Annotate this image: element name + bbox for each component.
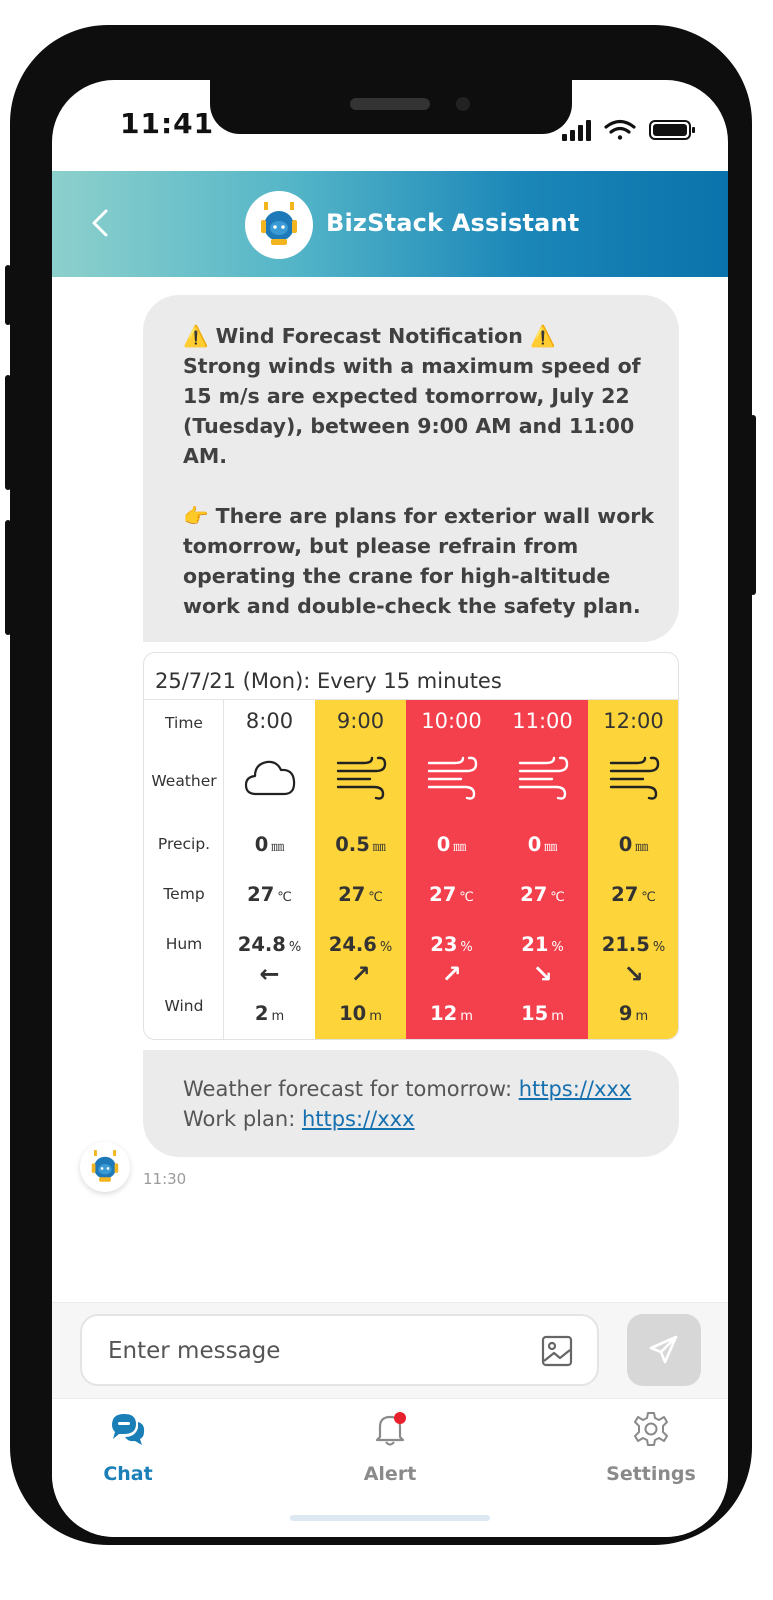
wind-icon — [516, 754, 570, 800]
forecast-humidity: 21.5 % — [601, 933, 666, 956]
forecast-wind-speed: 10 m — [339, 1002, 382, 1025]
volume-down-button — [5, 520, 11, 635]
tab-alert-label: Alert — [363, 1463, 417, 1485]
message-timestamp: 11:30 — [143, 1170, 187, 1188]
forecast-wind-speed: 12 m — [430, 1002, 473, 1025]
signal-icon — [562, 120, 591, 141]
chat-title: BizStack Assistant — [326, 209, 580, 237]
gear-icon — [631, 1409, 671, 1449]
forecast-time: 10:00 — [421, 709, 482, 733]
plan-link-label: Work plan: — [183, 1107, 302, 1131]
status-icons — [562, 118, 698, 142]
wind-direction-arrow: ↗ — [441, 960, 462, 988]
wind-direction-arrow: ↘ — [623, 960, 644, 988]
row-label-wind: Wind — [164, 997, 204, 1015]
chat-header — [52, 171, 728, 277]
forecast-precip: 0.5 ㎜ — [335, 833, 386, 856]
forecast-temp: 27 ℃ — [611, 883, 656, 906]
chat-icon — [108, 1409, 148, 1449]
forecast-time: 12:00 — [603, 709, 664, 733]
alert-title: ⚠️ Wind Forecast Notification ⚠️ — [183, 324, 556, 348]
forecast-link-line — [183, 1074, 649, 1104]
forecast-column — [588, 700, 679, 1040]
row-label-time: Time — [165, 714, 203, 732]
bell-icon — [370, 1409, 410, 1449]
alert-message-bubble — [143, 295, 679, 642]
forecast-link-label: Weather forecast for tomorrow: — [183, 1077, 519, 1101]
forecast-wind-speed: 9 m — [618, 1002, 649, 1025]
tab-settings[interactable] — [581, 1409, 721, 1499]
speaker — [350, 98, 430, 110]
back-icon[interactable] — [82, 203, 122, 243]
row-label-hum: Hum — [165, 935, 203, 953]
alert-badge — [394, 1412, 406, 1424]
image-icon[interactable] — [540, 1334, 574, 1368]
plan-link-line — [183, 1104, 649, 1134]
forecast-temp: 27 ℃ — [338, 883, 383, 906]
tab-chat-label: Chat — [103, 1463, 153, 1485]
forecast-wind-speed: 2 m — [254, 1002, 285, 1025]
screen — [52, 80, 728, 1537]
forecast-temp: 27 ℃ — [429, 883, 474, 906]
send-button[interactable] — [627, 1314, 701, 1386]
alert-line: tomorrow, but please refrain from — [183, 534, 579, 558]
forecast-wind-speed: 15 m — [521, 1002, 564, 1025]
wind-icon — [334, 754, 388, 800]
alert-line: AM. — [183, 444, 228, 468]
forecast-temp: 27 ℃ — [247, 883, 292, 906]
forecast-link[interactable]: https://xxx — [518, 1077, 632, 1101]
phone-frame — [10, 25, 752, 1545]
alert-line: Strong winds with a maximum speed of — [183, 354, 641, 378]
row-label-precip: Precip. — [157, 835, 211, 853]
silent-switch — [5, 265, 11, 325]
message-composer — [52, 1302, 728, 1398]
wind-icon — [607, 754, 661, 800]
wifi-icon — [606, 122, 634, 140]
links-message-bubble — [143, 1050, 679, 1157]
forecast-column — [224, 700, 315, 1040]
alert-line: 15 m/s are expected tomorrow, July 22 — [183, 384, 630, 408]
forecast-precip: 0 ㎜ — [254, 833, 285, 856]
cloud-icon — [243, 754, 297, 800]
row-label-temp: Temp — [163, 885, 205, 903]
work-plan-link[interactable]: https://xxx — [301, 1107, 415, 1131]
robot-icon — [80, 1142, 130, 1192]
status-time: 11:41 — [120, 107, 215, 140]
alert-line: operating the crane for high-altitude — [183, 564, 611, 588]
forecast-precip: 0 ㎜ — [527, 833, 558, 856]
forecast-humidity: 24.6 % — [328, 933, 393, 956]
forecast-column — [406, 700, 497, 1040]
forecast-time: 11:00 — [512, 709, 573, 733]
weather-forecast-card — [143, 652, 679, 1040]
wind-direction-arrow: ↗ — [350, 960, 371, 988]
tab-alert[interactable] — [320, 1409, 460, 1499]
power-button — [750, 415, 756, 595]
alert-spacer — [183, 471, 649, 501]
wind-direction-arrow: ← — [259, 960, 280, 988]
message-input[interactable] — [80, 1314, 599, 1386]
camera — [456, 97, 470, 111]
forecast-humidity: 23 % — [430, 933, 473, 956]
alert-line: work and double-check the safety plan. — [183, 594, 641, 618]
wind-icon — [425, 754, 479, 800]
notch — [210, 78, 572, 134]
forecast-row-labels — [144, 700, 224, 1040]
forecast-time: 8:00 — [245, 709, 294, 733]
message-placeholder: Enter message — [108, 1338, 281, 1364]
robot-icon — [245, 191, 313, 259]
home-indicator — [290, 1515, 490, 1521]
assistant-avatar — [245, 191, 313, 259]
volume-up-button — [5, 375, 11, 490]
bot-avatar — [80, 1142, 130, 1192]
battery-icon — [650, 121, 695, 139]
tab-settings-label: Settings — [606, 1463, 696, 1485]
forecast-precip: 0 ㎜ — [618, 833, 649, 856]
forecast-humidity: 21 % — [521, 933, 564, 956]
alert-line: 👉 There are plans for exterior wall work — [183, 504, 655, 528]
forecast-column — [315, 700, 406, 1040]
tab-chat[interactable] — [58, 1409, 198, 1499]
forecast-precip: 0 ㎜ — [436, 833, 467, 856]
row-label-weather: Weather — [151, 772, 217, 790]
wind-direction-arrow: ↘ — [532, 960, 553, 988]
forecast-temp: 27 ℃ — [520, 883, 565, 906]
alert-line: (Tuesday), between 9:00 AM and 11:00 — [183, 414, 635, 438]
forecast-humidity: 24.8 % — [237, 933, 302, 956]
send-icon — [627, 1314, 701, 1386]
forecast-column — [497, 700, 588, 1040]
forecast-time: 9:00 — [336, 709, 385, 733]
forecast-title: 25/7/21 (Mon): Every 15 minutes — [155, 669, 502, 693]
